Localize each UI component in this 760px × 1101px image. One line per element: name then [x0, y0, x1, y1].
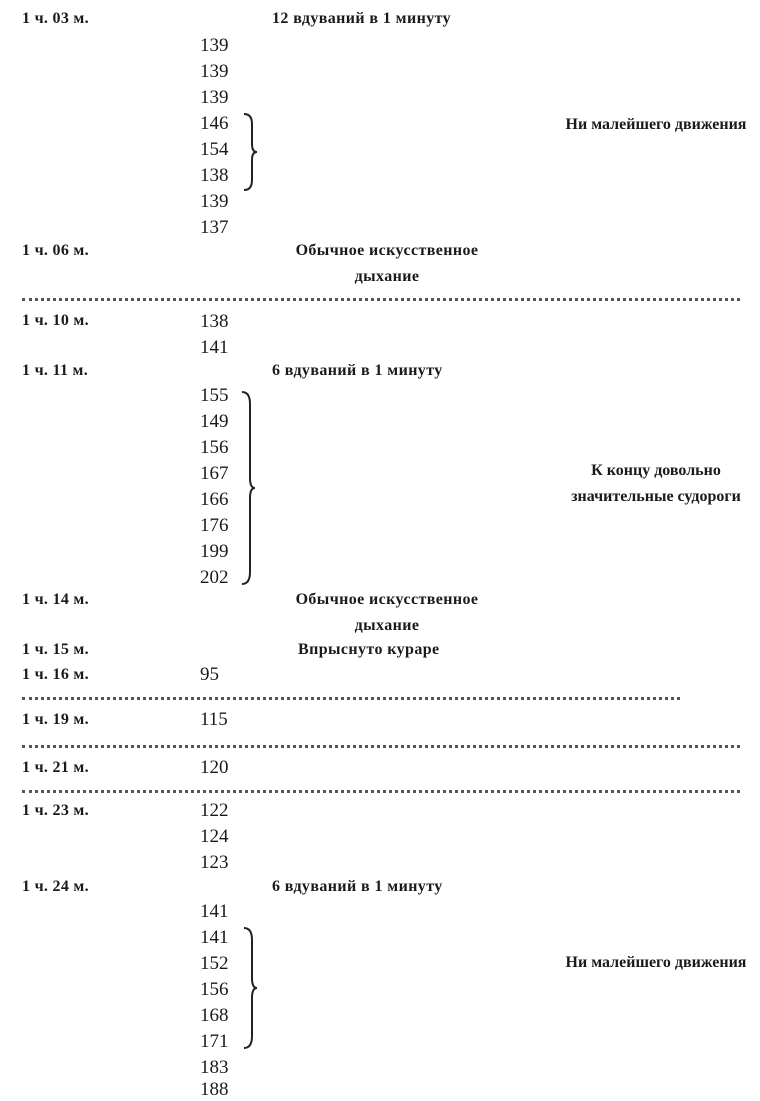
time-label: 1 ч. 24 м. — [22, 878, 89, 895]
value: 166 — [200, 489, 229, 510]
caption: дыхание — [354, 268, 420, 285]
note: К концу довольно значительные судороги — [571, 462, 741, 505]
caption: дыхание — [354, 617, 420, 634]
value: 137 — [200, 217, 229, 238]
value: 141 — [200, 927, 229, 948]
dotted-separator — [22, 745, 740, 748]
time-label: 1 ч. 23 м. — [22, 802, 89, 819]
dotted-separator — [22, 298, 740, 301]
value: 188 — [200, 1079, 229, 1100]
value: 156 — [200, 979, 229, 1000]
time-label: 1 ч. 15 м. — [22, 641, 89, 658]
value: 202 — [200, 567, 229, 588]
value: 139 — [200, 61, 229, 82]
value: 152 — [200, 953, 229, 974]
caption: 6 вдуваний в 1 минуту — [272, 362, 443, 379]
value: 141 — [200, 337, 229, 358]
time-label: 1 ч. 19 м. — [22, 711, 89, 728]
value: 199 — [200, 541, 229, 562]
time-label: 1 ч. 06 м. — [22, 242, 89, 259]
curly-brace — [240, 926, 260, 1050]
time-label: 1 ч. 21 м. — [22, 759, 89, 776]
note: Ни малейшего движения — [565, 954, 747, 971]
value: 123 — [200, 852, 229, 873]
dotted-separator — [22, 790, 740, 793]
time-label: 1 ч. 11 м. — [22, 362, 89, 379]
curly-brace — [238, 390, 258, 586]
value: 139 — [200, 35, 229, 56]
value: 155 — [200, 385, 229, 406]
caption: Впрыснуто кураре — [298, 641, 440, 658]
time-label: 1 ч. 03 м. — [22, 10, 89, 27]
value: 122 — [200, 800, 229, 821]
caption: Обычное искусственное — [295, 242, 479, 259]
caption: Обычное искусственное — [295, 591, 479, 608]
time-label: 1 ч. 10 м. — [22, 312, 89, 329]
value: 171 — [200, 1031, 229, 1052]
value: 95 — [200, 664, 219, 685]
value: 168 — [200, 1005, 229, 1026]
value: 141 — [200, 901, 229, 922]
value: 138 — [200, 165, 229, 186]
value: 124 — [200, 826, 229, 847]
note: Ни малейшего движения — [565, 116, 747, 133]
caption: 6 вдуваний в 1 минуту — [272, 878, 443, 895]
value: 183 — [200, 1057, 229, 1078]
caption: 12 вдуваний в 1 минуту — [272, 10, 452, 27]
value: 146 — [200, 113, 229, 134]
value: 115 — [200, 709, 228, 730]
dotted-separator — [22, 697, 680, 700]
value: 154 — [200, 139, 229, 160]
value: 120 — [200, 757, 229, 778]
time-label: 1 ч. 16 м. — [22, 666, 89, 683]
value: 138 — [200, 311, 229, 332]
curly-brace — [240, 112, 260, 192]
value: 156 — [200, 437, 229, 458]
value: 149 — [200, 411, 229, 432]
value: 176 — [200, 515, 229, 536]
value: 167 — [200, 463, 229, 484]
time-label: 1 ч. 14 м. — [22, 591, 89, 608]
value: 139 — [200, 87, 229, 108]
value: 139 — [200, 191, 229, 212]
